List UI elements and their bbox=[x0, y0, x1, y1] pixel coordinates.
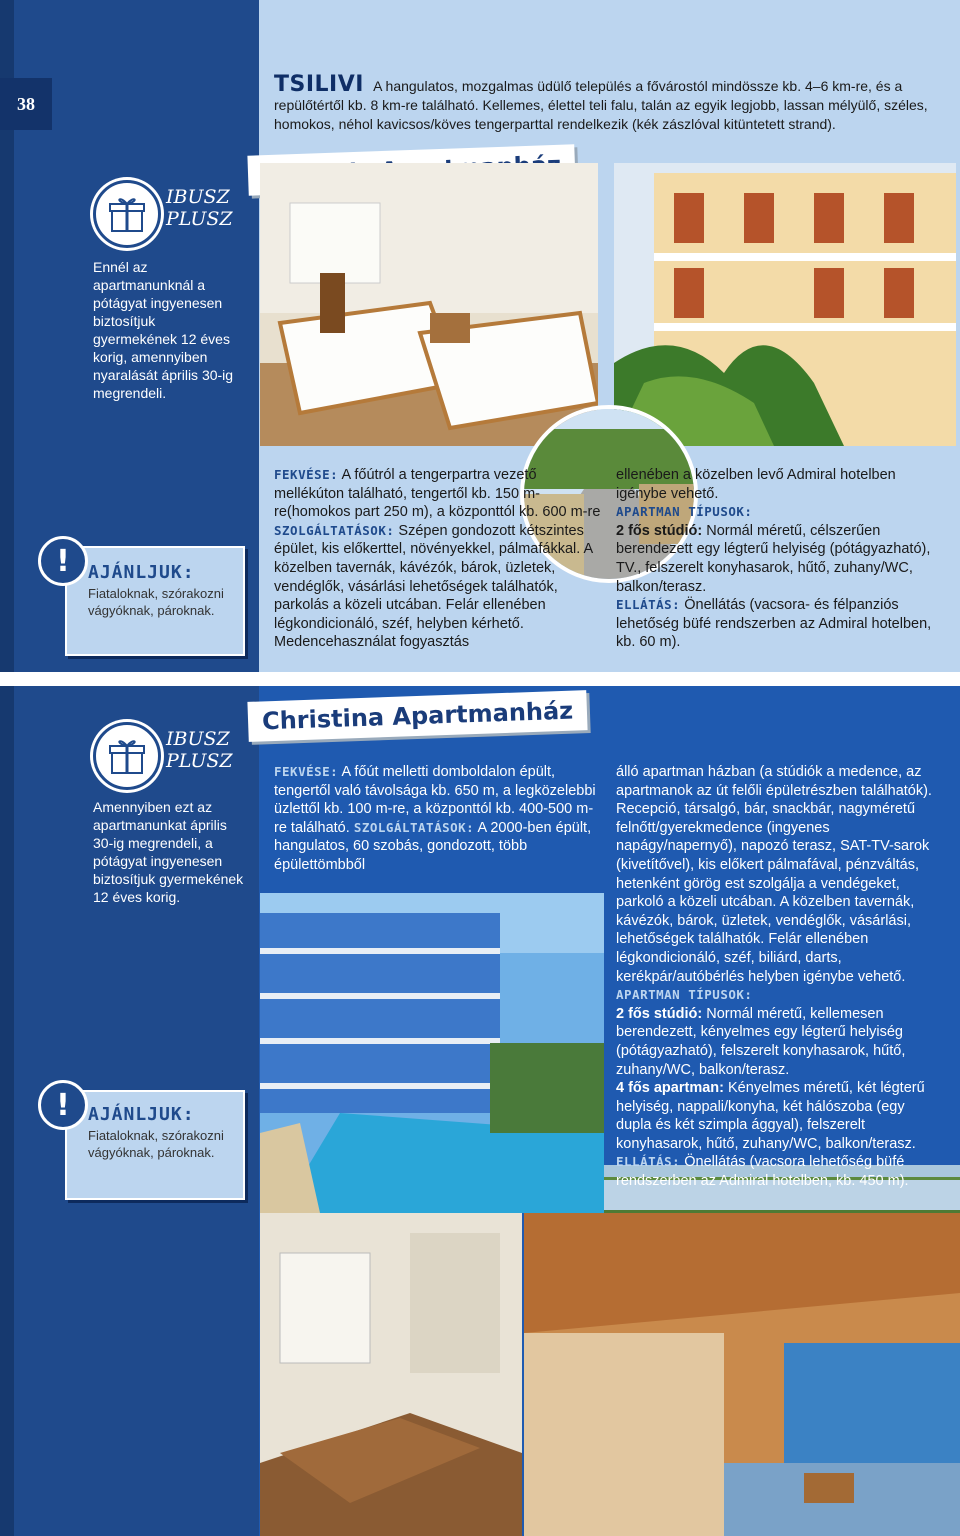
location-text: A főútról a tengerpartra vezető mellékúton található, tengertől kb. 150 m-re(homokos part 250 m), a központtól kb. 600 m-re bbox=[274, 467, 601, 521]
gift-icon bbox=[93, 722, 161, 790]
services-label: SZOLGÁLTATÁSOK: bbox=[274, 522, 395, 538]
board-text-2: Önellátás (vacsora lehetőség büfé rendszerben az Admiral hotelben, kb. 450 m). bbox=[616, 1154, 909, 1190]
studio-text-2: Normál méretű, kellemesen berendezett, kényelmes egy légterű helyiség (pótágyazható), felszerelt konyhasarok, hűtő, zuhany/WC, balkon/terasz. bbox=[616, 1005, 906, 1078]
offer-text-2: Amennyiben ezt az apartmanunkat április 30-ig megrendeli, a pótágyat ingyenesen biztosítjuk gyermekének 12 éves korig. bbox=[93, 799, 244, 905]
bedroom-photo bbox=[260, 1213, 522, 1536]
ibusz-line: IBUSZ bbox=[166, 728, 230, 750]
ibusz-plusz-label-2 bbox=[166, 728, 233, 772]
sidebar-edge-2 bbox=[0, 686, 14, 1536]
studio-text: Normál méretű, célszerűen berendezett egy légterű helyiség (pótágyazható), TV., felszerelt konyhasarok, hűtő, zuhany/WC, balkon/terasz. bbox=[616, 522, 931, 595]
types-label-2: APARTMAN TÍPUSOK: bbox=[616, 987, 753, 1003]
ibusz-line: IBUSZ bbox=[166, 186, 230, 208]
recommend-text: Fiataloknak, szórakozni vágyóknak, pároknak. bbox=[88, 586, 224, 618]
ibusz-plusz-label bbox=[166, 186, 233, 230]
section-title-2: Christina Apartmanház bbox=[247, 690, 587, 742]
intro-text: A hangulatos, mozgalmas üdülő település a fővárostól mindössze kb. 4–6 km-re, és a repülőtértől kb. 8 km-re található. Kellemes, élettel teli falu, talán az egyik legjobb, lassan mélyülő, széles, homokos, néhol kavicsos/köves tengerparttal rendelkezik (kék zászlóval kitüntetett strand). bbox=[274, 78, 928, 132]
recommend-title-2: AJÁNLJUK: bbox=[88, 1104, 195, 1125]
location-text-2: A főút melletti domboldalon épült, tengertől való távolsága kb. 650 m, a legközelebbi üzlettől kb. 100 m-re, a központtól kb. 400-500 m-re található. bbox=[274, 764, 596, 836]
apartment-text: Kényelmes méretű, két légterű helyiség, nappali/konyha, két hálószoba (egy dupla és két szimpla ággyal), felszerelt konyhasarok, hűtő, zuhany/WC, balkon/terasz. bbox=[616, 1080, 925, 1152]
studio-label-2: 2 fős stúdió: bbox=[616, 1005, 703, 1022]
building-photo bbox=[614, 163, 956, 446]
gift-icon bbox=[93, 180, 161, 248]
services-label-2: SZOLGÁLTATÁSOK: bbox=[353, 819, 475, 835]
restaurant-photo bbox=[524, 1213, 960, 1536]
page-number: 38 bbox=[0, 78, 52, 130]
board-label-2: ELLÁTÁS: bbox=[616, 1154, 681, 1170]
room-photo bbox=[260, 163, 598, 446]
details-paragraph bbox=[616, 466, 942, 652]
recommend-text-2: Fiataloknak, szórakozni vágyóknak, pároknak. bbox=[88, 1128, 224, 1160]
services-text: Szépen gondozott kétszintes épület, kis előkerttel, növényekkel, pálmafákkal. A közelben tavernák, kávézók, bárok, üzletek, vendéglők, vásárlási lehetőségek találhatók, parkolás a közeli utcában. Felár ellenében légkondicionáló, széf, helyben kérhető. Medencehasználat fogyasztás bbox=[274, 522, 593, 651]
location-paragraph-2 bbox=[274, 763, 598, 875]
studio-label: 2 fős stúdió: bbox=[616, 522, 703, 539]
location-label-2: FEKVÉSE: bbox=[274, 764, 339, 779]
offer-text: Ennél az apartmanunknál a pótágyat ingyenesen biztosítjuk gyermekének 12 éves korig, amennyiben nyaralását április 30-ig megrendeli. bbox=[93, 259, 234, 401]
apartment-label: 4 fős apartman: bbox=[616, 1080, 724, 1097]
intro-paragraph bbox=[274, 72, 949, 134]
location-label: FEKVÉSE: bbox=[274, 467, 339, 482]
types-label: APARTMAN TÍPUSOK: bbox=[616, 504, 753, 520]
location-paragraph bbox=[274, 466, 604, 652]
destination-title: TSILIVI bbox=[274, 72, 364, 97]
plusz-line: PLUSZ bbox=[166, 750, 233, 772]
pool-hotel-photo bbox=[260, 893, 604, 1213]
recommend-title: AJÁNLJUK: bbox=[88, 562, 195, 583]
plusz-line: PLUSZ bbox=[166, 208, 233, 230]
continued-text-2: álló apartman házban (a stúdiók a medence, az apartmanok az út felőli épületrészben találhatók). Recepció, társalgó, bár, snackbár, nagyméretű felnőtt/gyerekmedence (ingyenes napágy/napernyő), napozó terasz, SAT-TV-sarok (kivetítővel), kis előkert pálmafával, pénzváltás, hetenként görög est szolgálja a vendégeket, parkoló a közeli utcában. A közelben tavernák, kávézók, bárok, üzletek, vendéglők, vásárlási, lehetőségek találhatók. Felár ellenében légkondicionáló, széf, biliárd, darts, kerékpár/autóbérlés helyben igénybe vehető. bbox=[616, 764, 932, 985]
board-text: Önellátás (vacsora- és félpanziós lehetőség büfé rendszerben az Admiral hotelben, kb. 60 m). bbox=[616, 597, 932, 651]
board-label: ELLÁTÁS: bbox=[616, 597, 681, 613]
details-paragraph-2 bbox=[616, 763, 944, 1191]
exclamation-icon: ! bbox=[38, 1080, 88, 1130]
services-text-2: A 2000-ben épült, hangulatos, 60 szobás, gondozott, több épülettömbből bbox=[274, 819, 592, 873]
exclamation-icon: ! bbox=[38, 536, 88, 586]
continued-text: ellenében a közelben levő Admiral hotelben igénybe vehető. bbox=[616, 467, 896, 502]
